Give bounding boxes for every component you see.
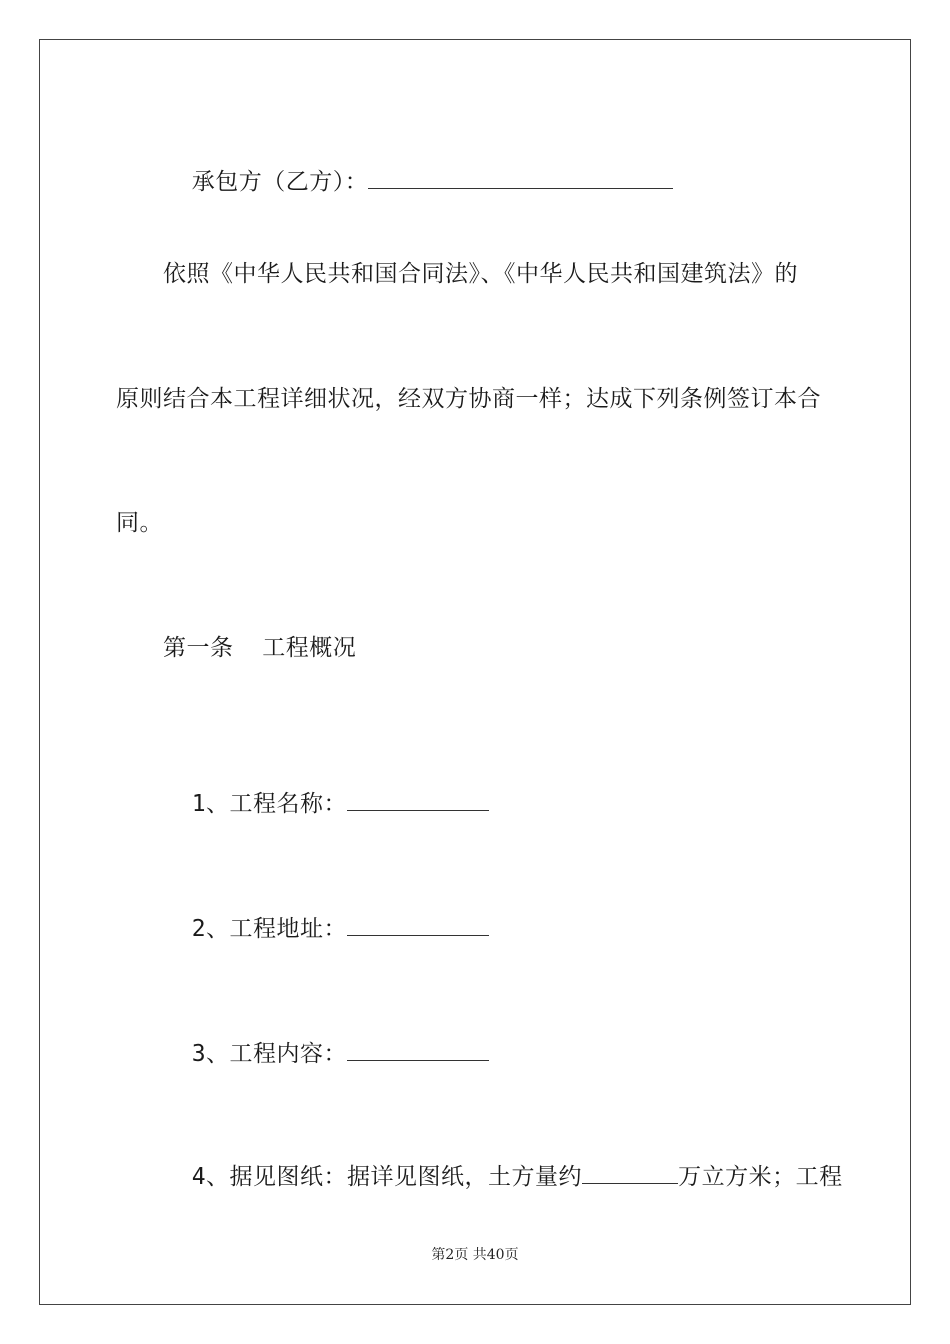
drawings-suffix: 万立方米；工程 (678, 1164, 843, 1190)
project-address-label: 2、工程地址： (191, 916, 348, 942)
basis-paragraph-line-1: 依照《中华人民共和国合同法》、《中华人民共和国建筑法》的 (163, 261, 798, 287)
project-content-blank[interactable] (347, 1038, 489, 1061)
project-address-line (163, 883, 489, 944)
basis-paragraph-line-3: 同。 (116, 510, 163, 536)
article-1-heading: 第一条 工程概况 (163, 635, 357, 661)
contractor-party-line (163, 136, 673, 197)
project-address-blank[interactable] (347, 913, 489, 936)
drawings-prefix: 4、据见图纸：据详见图纸，土方量约 (191, 1164, 583, 1190)
basis-paragraph-line-2: 原则结合本工程详细状况，经双方协商一样；达成下列条例签订本合 (116, 386, 821, 412)
page-footer: 第2页 共40页 (431, 1247, 519, 1263)
earthwork-volume-blank[interactable] (582, 1161, 678, 1184)
project-name-line (163, 758, 489, 819)
contractor-party-label: 承包方（乙方）： (191, 169, 369, 195)
project-name-label: 1、工程名称： (191, 791, 348, 817)
page-border (39, 39, 911, 1305)
contractor-party-blank[interactable] (368, 166, 673, 189)
project-content-line (163, 1008, 489, 1069)
project-name-blank[interactable] (347, 788, 489, 811)
project-content-label: 3、工程内容： (191, 1041, 348, 1067)
drawings-line (163, 1131, 843, 1192)
